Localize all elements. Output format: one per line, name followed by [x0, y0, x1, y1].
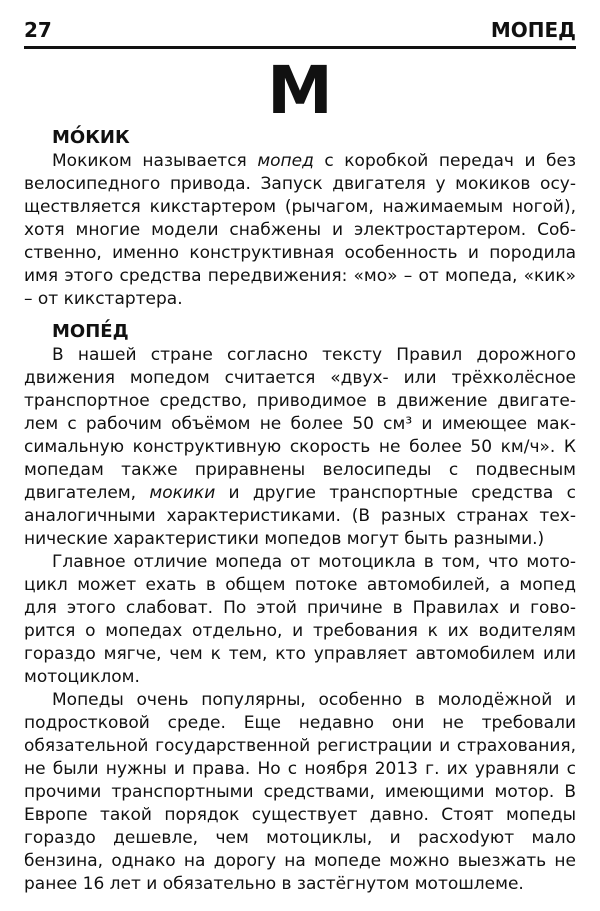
page-number: 27 — [24, 18, 52, 42]
emphasized-term: мокики — [149, 483, 216, 503]
dictionary-entry — [24, 320, 576, 896]
entry-paragraph — [24, 344, 576, 551]
text-run: Мокиком называется — [52, 151, 258, 171]
page-header — [24, 18, 576, 48]
entry-title: МОПЕ́Д — [52, 321, 129, 342]
dictionary-body — [24, 126, 576, 896]
entry-title: МО́КИК — [52, 127, 130, 148]
dictionary-entry — [24, 126, 576, 311]
text-run: и другие транспортные средства с аналогичными характеристиками. (В разных странах технические характеристики мопедов могут быть разными.) — [24, 483, 576, 549]
text-run: с коробкой передач и без велосипедного привода. Запуск двигателя у мокиков осуществляется кикстартером (рычагом, нажимаемым ногой), хотя многие модели снабжены и электростартером. Собственно, именно конструктивная особенность и породила имя этого средства передвижения: «мо» – от мопеда, «кик» – от кикстартера. — [24, 151, 576, 309]
emphasized-term: мопед — [257, 151, 314, 171]
text-run: В нашей стране согласно тексту Правил дорожного движения мопедом считается «двух- или трёхколёсное транспортное средство, приводимое в движение двигателем с рабочим объёмом не более 50 см³ и имеющее максимальную конструктивную скорость не более 50 км/ч». К мопедам также приравнены велосипеды с подвесным двигателем, — [24, 345, 576, 503]
entry-paragraph — [24, 551, 576, 689]
entry-paragraph — [24, 689, 576, 896]
header-rule — [24, 46, 576, 49]
text-run: Мопеды очень популярны, особенно в молодёжной и подростковой среде. Еще недавно они не требовали обязательной государственной регистрации и страхования, не были нужны и права. Но с ноября 2013 г. их уравняли с прочими транспортными средствами, имеющими мотор. В Европе такой порядок существует давно. Стоят мопеды гораздо дешевле, чем мотоциклы, и расхоdуют мало бензина, однако на дорогу на мопеде можно выезжать не ранее 16 лет и обязательно в застёгнутом мотошлеме. — [24, 690, 576, 894]
section-letter: М — [267, 52, 333, 129]
running-head: МОПЕД — [490, 18, 576, 42]
text-run: Главное отличие мопеда от мотоцикла в том, что мотоцикл может ехать в общем потоке автомобилей, а мопед для этого слабоват. По этой причине в Правилах и говорится о мопедах отдельно, и требования к их водителям гораздо мягче, чем к тем, кто управляет автомобилем или мотоциклом. — [24, 552, 576, 687]
entry-paragraph — [24, 150, 576, 311]
